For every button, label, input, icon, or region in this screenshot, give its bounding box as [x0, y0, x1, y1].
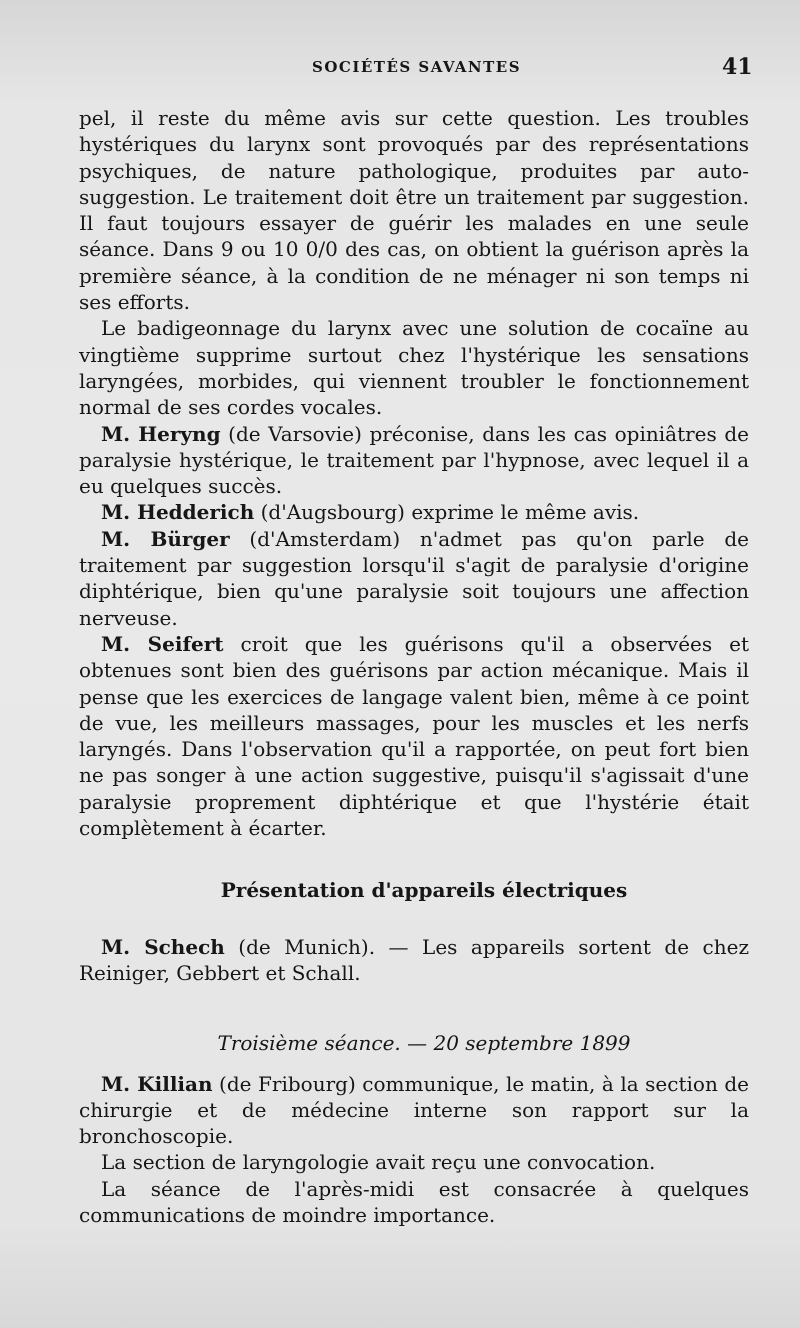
paragraph-text: (d'Amsterdam) n'admet pas qu'on parle de traitement par suggestion lorsqu'il s'agit de paralysie d'origine diphtérique, bien qu'une paralysie soit toujours une affection nerveuse. [79, 526, 750, 630]
paragraph-hedderich [79, 499, 749, 525]
paragraph-seifert [79, 631, 749, 841]
page-number: 41 [722, 54, 753, 80]
paragraph-heryng [79, 421, 749, 500]
speaker-name: M. Killian [101, 1071, 213, 1096]
speaker-name: M. Seifert [101, 631, 224, 656]
page-header [0, 54, 800, 88]
page-body [79, 105, 749, 1228]
speaker-name: M. Bürger [101, 526, 230, 551]
paragraph-cocaine: Le badigeonnage du larynx avec une solution de cocaïne au vingtième supprime surtout chez l'hystérique les sensations laryngées, morbides, qui viennent troubler le fonctionnement normal de ses cordes vocales. [79, 316, 749, 420]
paragraph-text: croit que les guérisons qu'il a observées et obtenues sont bien des guérisons par action mécanique. Mais il pense que les exercices de langage valent bien, même à ce point de vue, les meilleurs massages, pour les muscles et les nerfs laryngés. Dans l'observation qu'il a rapportée, on peut fort bien ne pas songer à une action suggestive, puisqu'il s'agissait d'une paralysie proprement diphtérique et que l'hystérie était complètement à écarter. [79, 631, 749, 841]
paragraph-convocation: La section de laryngologie avait reçu une convocation. [101, 1150, 656, 1175]
paragraph-killian [79, 1071, 749, 1150]
paragraph-afternoon: La séance de l'après-midi est consacrée à quelques communications de moindre importance. [79, 1176, 749, 1227]
paragraph-continuation: pel, il reste du même avis sur cette question. Les troubles hystériques du larynx sont provoqués par des représentations psychiques, de nature pathologique, produites par auto-suggestion. Le traitement doit être un traitement par suggestion. Il faut toujours essayer de guérir les malades en une seule séance. Dans 9 ou 10 0/0 des cas, on obtient la guérison après la première séance, à la condition de ne ménager ni son temps ni ses efforts. [79, 106, 749, 315]
speaker-name: M. Schech [101, 934, 225, 959]
speaker-name: M. Hedderich [101, 500, 255, 525]
section-heading: Présentation d'appareils électriques [220, 878, 628, 903]
speaker-name: M. Heryng [101, 421, 221, 446]
session-heading: Troisième séance. — 20 septembre 1899 [217, 1031, 631, 1056]
running-title: SOCIÉTÉS SAVANTES [312, 58, 522, 76]
paragraph-text: (de Munich). — Les appareils sortent de chez Reiniger, Gebbert et Schall. [79, 934, 749, 985]
paragraph-schech [79, 934, 749, 987]
paragraph-text: (de Fribourg) communique, le matin, à la section de chirurgie et de médecine interne son rapport sur la bronchoscopie. [79, 1071, 749, 1149]
paragraph-burger [79, 526, 749, 631]
paragraph-text: (d'Augsbourg) exprime le même avis. [254, 500, 640, 525]
paragraph-text: (de Varsovie) préconise, dans les cas opiniâtres de paralysie hystérique, le traitement par l'hypnose, avec lequel il a eu quelques succès. [79, 421, 749, 499]
